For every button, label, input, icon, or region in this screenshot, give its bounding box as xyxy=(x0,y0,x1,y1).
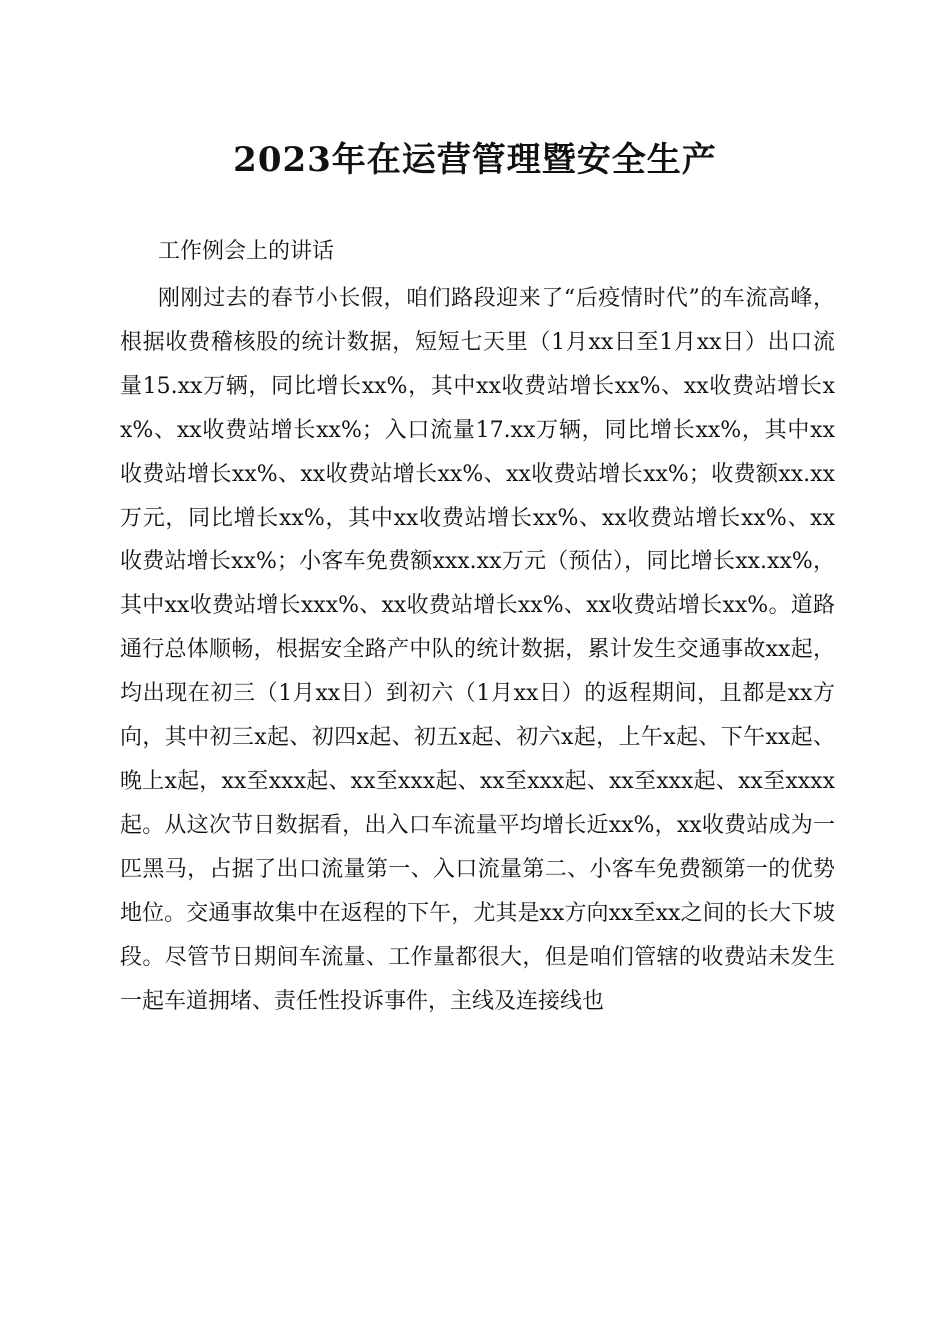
body-paragraph: 刚刚过去的春节小长假，咱们路段迎来了“后疫情时代”的车流高峰，根据收费稽核股的统计数据，短短七天里（1月xx日至1月xx日）出口流量15.xx万辆，同比增长xx%，其中xx收费站增长xx%、xx收费站增长xx%、xx收费站增长xx%；入口流量17.xx万辆，同比增长xx%，其中xx收费站增长xx%、xx收费站增长xx%、xx收费站增长xx%；收费额xx.xx万元，同比增长xx%，其中xx收费站增长xx%、xx收费站增长xx%、xx收费站增长xx%；小客车免费额xxx.xx万元（预估），同比增长xx.xx%，其中xx收费站增长xxx%、xx收费站增长xx%、xx收费站增长xx%。道路通行总体顺畅，根据安全路产中队的统计数据，累计发生交通事故xx起，均出现在初三（1月xx日）到初六（1月xx日）的返程期间，且都是xx方向，其中初三x起、初四x起、初五x起、初六x起，上午x起、下午xx起、晚上x起，xx至xxx起、xx至xxx起、xx至xxx起、xx至xxx起、xx至xxxx起。从这次节日数据看，出入口车流量平均增长近xx%，xx收费站成为一匹黑马，占据了出口流量第一、入口流量第二、小客车免费额第一的优势地位。交通事故集中在返程的下午，尤其是xx方向xx至xx之间的长大下坡段。尽管节日期间车流量、工作量都很大，但是咱们管辖的收费站未发生一起车道拥堵、责任性投诉事件，主线及连接线也 xyxy=(120,286,835,1014)
document-title: 2023年在运营管理暨安全生产 xyxy=(233,140,717,180)
document-subtitle: 工作例会上的讲话 xyxy=(158,239,335,264)
